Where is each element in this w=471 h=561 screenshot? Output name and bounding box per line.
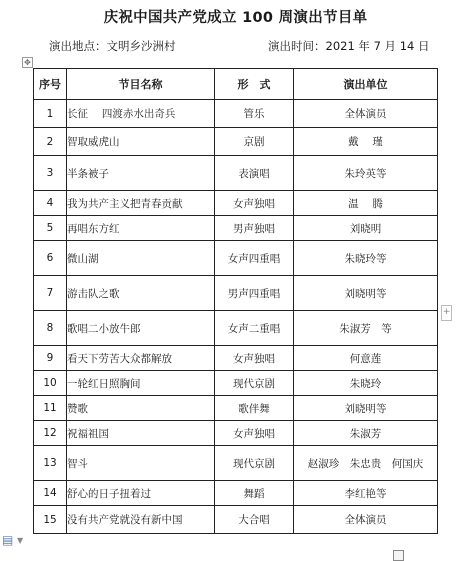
- row-performer: 赵淑珍 朱忠贵 何国庆: [294, 446, 438, 481]
- row-number: 10: [34, 371, 67, 396]
- table-move-handle-icon[interactable]: ✥: [22, 57, 33, 68]
- table-row: [34, 216, 438, 241]
- row-number: 7: [34, 276, 67, 311]
- row-number: 8: [34, 311, 67, 346]
- row-performer: 刘晓明等: [294, 396, 438, 421]
- table-row: [34, 396, 438, 421]
- row-form: 现代京剧: [215, 446, 294, 481]
- row-performer: 刘晓明: [294, 216, 438, 241]
- page-title: 庆祝中国共产党成立 100 周演出节目单: [103, 10, 368, 26]
- row-number: 13: [34, 446, 67, 481]
- table-row: [34, 100, 438, 128]
- table-row: [34, 156, 438, 191]
- program-table: [33, 68, 438, 534]
- table-row: [34, 481, 438, 506]
- row-program-name: 赞歌: [67, 396, 215, 421]
- table-row: [34, 276, 438, 311]
- row-program-name: 半条被子: [67, 156, 215, 191]
- row-number: 12: [34, 421, 67, 446]
- row-program-name: 我为共产主义把青春贡献: [67, 191, 215, 216]
- row-program-name: 游击队之歌: [67, 276, 215, 311]
- row-number: 9: [34, 346, 67, 371]
- row-number: 4: [34, 191, 67, 216]
- row-number: 1: [34, 100, 67, 128]
- header-number: 序号: [34, 69, 67, 100]
- row-program-name: 舒心的日子扭着过: [67, 481, 215, 506]
- row-performer: 全体演员: [294, 100, 438, 128]
- row-form: 男声四重唱: [215, 276, 294, 311]
- row-form: 女声独唱: [215, 191, 294, 216]
- row-performer: 戴 瑾: [294, 128, 438, 156]
- table-row: [34, 311, 438, 346]
- add-column-icon[interactable]: +: [441, 305, 452, 321]
- row-number: 6: [34, 241, 67, 276]
- row-performer: 全体演员: [294, 506, 438, 534]
- row-form: 女声独唱: [215, 346, 294, 371]
- table-row: [34, 346, 438, 371]
- table-row: [34, 506, 438, 534]
- table-resize-handle[interactable]: [393, 550, 404, 561]
- row-performer: 温 腾: [294, 191, 438, 216]
- row-program-name: 长征 四渡赤水出奇兵: [67, 100, 215, 128]
- row-number: 2: [34, 128, 67, 156]
- row-number: 5: [34, 216, 67, 241]
- row-performer: 朱玲英等: [294, 156, 438, 191]
- table-header-row: [34, 69, 438, 100]
- row-form: 现代京剧: [215, 371, 294, 396]
- header-form: 形 式: [215, 69, 294, 100]
- row-program-name: 没有共产党就没有新中国: [67, 506, 215, 534]
- row-performer: 何意莲: [294, 346, 438, 371]
- row-form: 女声四重唱: [215, 241, 294, 276]
- row-performer: 朱淑芳: [294, 421, 438, 446]
- row-number: 3: [34, 156, 67, 191]
- row-number: 14: [34, 481, 67, 506]
- row-program-name: 再唱东方红: [67, 216, 215, 241]
- row-performer: 李红艳等: [294, 481, 438, 506]
- header-program-name: 节目名称: [67, 69, 215, 100]
- table-row: [34, 241, 438, 276]
- performance-time: 演出时间：2021 年 7 月 14 日: [268, 39, 430, 53]
- row-form: 京剧: [215, 128, 294, 156]
- row-form: 女声独唱: [215, 421, 294, 446]
- row-form: 女声二重唱: [215, 311, 294, 346]
- table-row: [34, 421, 438, 446]
- row-program-name: 微山湖: [67, 241, 215, 276]
- row-program-name: 一轮红日照胸间: [67, 371, 215, 396]
- row-form: 歌伴舞: [215, 396, 294, 421]
- row-form: 大合唱: [215, 506, 294, 534]
- row-form: 管乐: [215, 100, 294, 128]
- row-program-name: 智斗: [67, 446, 215, 481]
- row-form: 男声独唱: [215, 216, 294, 241]
- document-icon[interactable]: ▤: [2, 533, 14, 547]
- row-number: 15: [34, 506, 67, 534]
- row-form: 表演唱: [215, 156, 294, 191]
- row-program-name: 智取威虎山: [67, 128, 215, 156]
- row-program-name: 看天下劳苦大众都解放: [67, 346, 215, 371]
- row-number: 11: [34, 396, 67, 421]
- row-performer: 刘晓明等: [294, 276, 438, 311]
- table-row: [34, 128, 438, 156]
- header-performer: 演出单位: [294, 69, 438, 100]
- table-row: [34, 371, 438, 396]
- row-performer: 朱晓玲: [294, 371, 438, 396]
- row-performer: 朱淑芳 等: [294, 311, 438, 346]
- table-row: [34, 446, 438, 481]
- row-form: 舞蹈: [215, 481, 294, 506]
- row-program-name: 歌唱二小放牛郎: [67, 311, 215, 346]
- table-row: [34, 191, 438, 216]
- performance-location: 演出地点：文明乡沙洲村: [49, 39, 176, 53]
- chevron-down-icon[interactable]: ▼: [17, 536, 24, 545]
- row-performer: 朱晓玲等: [294, 241, 438, 276]
- row-program-name: 祝福祖国: [67, 421, 215, 446]
